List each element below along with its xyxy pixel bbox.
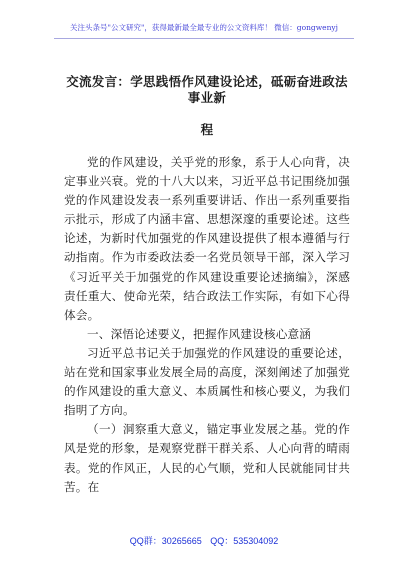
promo-banner-text: 关注头条号"公文研究"，获得最新最全最专业的公文资料库！ 微信：gongwenyj	[70, 23, 338, 32]
body-paragraph-section1: 习近平总书记关于加强党的作风建设的重要论述，站在党和国家事业发展全局的高度，深刻阐述了加强党的作风建设的重大意义、本质属性和核心要义，为我们指明了方向。	[64, 345, 350, 418]
body-paragraph-intro: 党的作风建设，关乎党的形象，系于人心向背，决定事业兴衰。党的十八大以来，习近平总书记围绕加强党的作风建设发表一系列重要讲话、作出一系列重要指示批示，形成了内涵丰富、思想深邃的重要论述。这些论述，为新时代加强党的作风建设提供了根本遵循与行动指南。作为市委政法委一名党员领导干部，深入学习《习近平关于加强党的作风建设重要论述摘编》，深感责任重大、使命光荣，结合政法工作实际，有如下心得体会。	[64, 155, 350, 322]
promo-banner	[0, 22, 408, 33]
contact-footer	[0, 534, 408, 547]
document-title-line1: 交流发言：学思践悟作风建设论述，砥砺奋进政法事业新	[66, 74, 348, 105]
document-title-line2: 程	[200, 122, 214, 137]
section-heading-1: 一、深悟论述要义，把握作风建设核心意涵	[87, 326, 312, 341]
banner-divider	[54, 38, 354, 39]
body-paragraph-subsection1: （一）洞察重大意义，锚定事业发展之基。党的作风是党的形象，是观察党群干群关系、人心向背的晴雨表。党的作风正，人民的心气顺，党和人民就能同甘共苦。在	[64, 422, 350, 494]
qq-group-number: QQ群：30265665	[129, 536, 202, 546]
qq-number: QQ：535304092	[210, 536, 279, 546]
document-body	[64, 153, 350, 497]
